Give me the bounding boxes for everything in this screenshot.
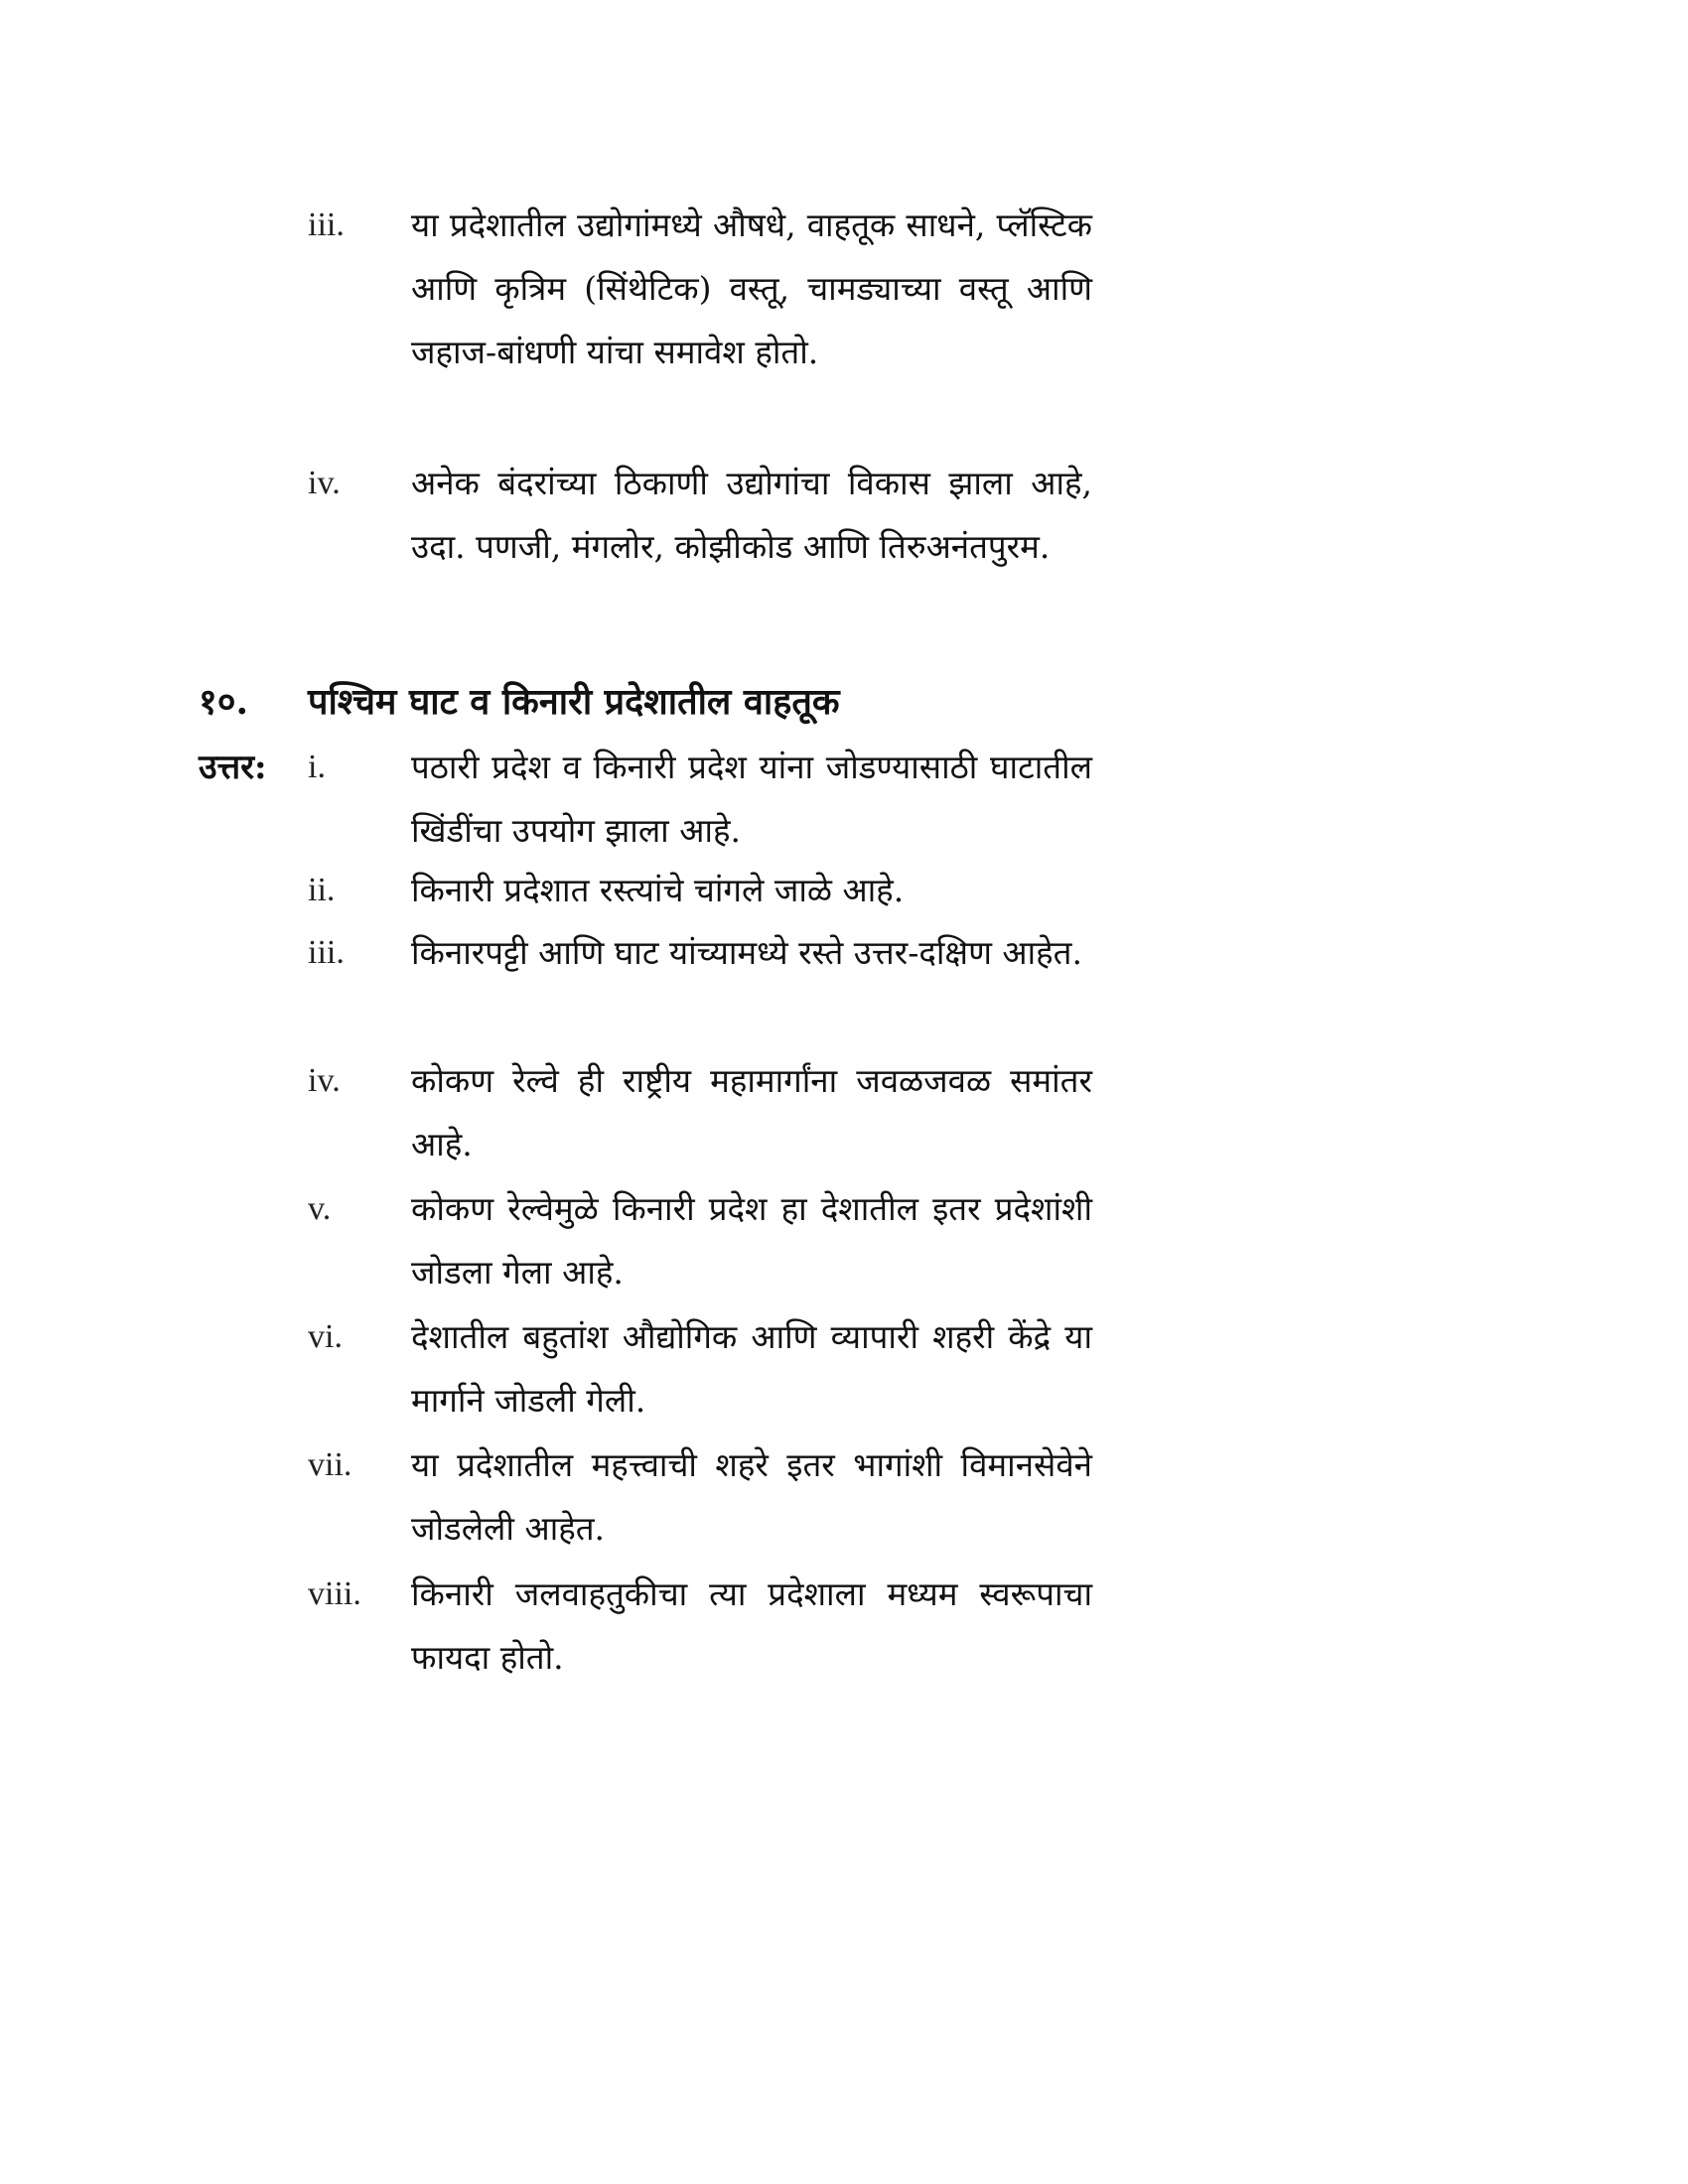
list-item-text: कोकण रेल्वेमुळे किनारी प्रदेश हा देशातील इतर प्रदेशांशी जोडला गेला आहे. xyxy=(411,1189,1092,1292)
list-item xyxy=(308,736,1092,863)
list-item xyxy=(308,921,1092,985)
list-item xyxy=(308,1433,1092,1561)
list-item-text: देशातील बहुतांश औद्योगिक आणि व्यापारी शहरी केंद्रे या मार्गाने जोडली गेली. xyxy=(411,1317,1092,1420)
list-item-number: viii. xyxy=(308,1575,361,1612)
list-item-text: किनारी प्रदेशात रस्त्यांचे चांगले जाळे आहे. xyxy=(411,871,905,909)
list-item xyxy=(308,1563,1092,1690)
list-item-text: अनेक बंदरांच्या ठिकाणी उद्योगांचा विकास झाला आहे, उदा. पणजी, मंगलोर, कोझीकोड आणि तिरुअनंतपुरम. xyxy=(411,464,1092,566)
list-item-text: पठारी प्रदेश व किनारी प्रदेश यांना जोडण्यासाठी घाटातील खिंडींचा उपयोग झाला आहे. xyxy=(411,748,1092,850)
list-item-text: किनारपट्टी आणि घाट यांच्यामध्ये रस्ते उत्तर-दक्षिण आहेत. xyxy=(411,933,1082,972)
question-number: १०. xyxy=(199,681,248,723)
list-item xyxy=(308,1305,1092,1433)
list-item-number: v. xyxy=(308,1190,332,1227)
list-item-number: vi. xyxy=(308,1318,343,1355)
list-item-number: vii. xyxy=(308,1446,352,1483)
answer-label: उत्तर: xyxy=(199,748,267,787)
list-item xyxy=(308,1177,1092,1304)
list-item-text: किनारी जलवाहतुकीचा त्या प्रदेशाला मध्यम स्वरूपाचा फायदा होतो. xyxy=(411,1574,1092,1677)
list-item-number: ii. xyxy=(308,872,336,908)
list-item xyxy=(308,194,1092,384)
list-item-text: या प्रदेशातील महत्त्वाची शहरे इतर भागांशी विमानसेवेने जोडलेली आहेत. xyxy=(411,1445,1092,1548)
list-item-text: कोकण रेल्वे ही राष्ट्रीय महामार्गांना जवळजवळ समांतर आहे. xyxy=(411,1061,1092,1163)
list-item-number: iv. xyxy=(308,465,341,501)
list-item xyxy=(308,1049,1092,1176)
list-item-number: iii. xyxy=(308,934,345,971)
question-title: पश्चिम घाट व किनारी प्रदेशातील वाहतूक xyxy=(308,681,840,723)
list-item-number: i. xyxy=(308,749,326,785)
list-item-text: या प्रदेशातील उद्योगांमध्ये औषधे, वाहतूक साधने, प्लॅस्टिक आणि कृत्रिम (सिंथेटिक) वस्तू, चामड्याच्या वस्तू आणि जहाज-बांधणी यांचा समावेश होतो. xyxy=(411,205,1092,371)
list-item-number: iii. xyxy=(308,206,345,243)
question-heading xyxy=(199,670,1092,734)
list-item-number: iv. xyxy=(308,1062,341,1099)
list-item xyxy=(308,452,1092,579)
list-item xyxy=(308,859,1092,922)
